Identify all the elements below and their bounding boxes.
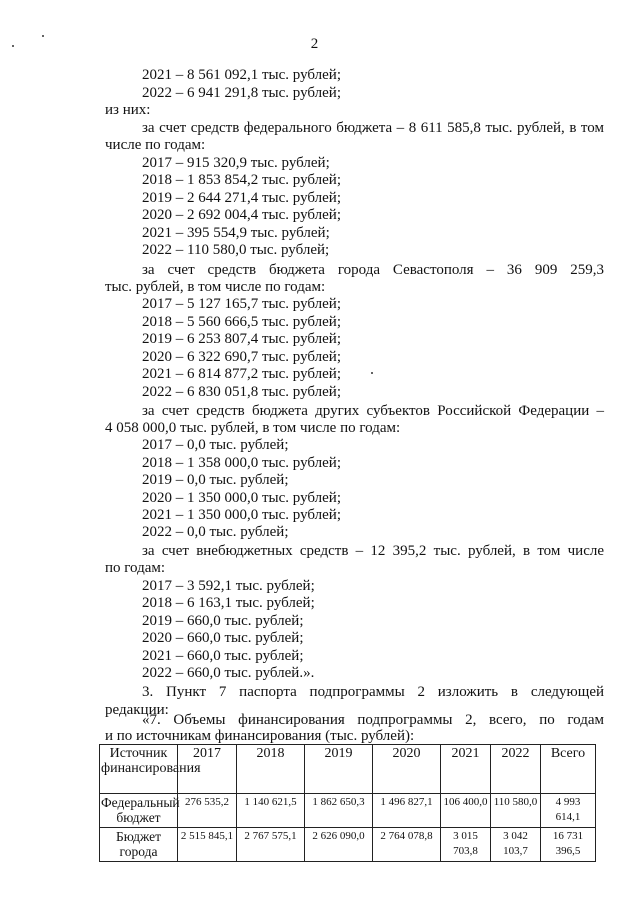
table-cell: 106 400,0: [441, 794, 491, 828]
text-line: 2021 – 6 814 877,2 тыс. рублей;: [142, 366, 341, 382]
table-cell: 3 015 703,8: [441, 828, 491, 862]
text-line: 2019 – 0,0 тыс. рублей;: [142, 472, 289, 488]
text-line: за счет внебюджетных средств – 12 395,2 тыс. рублей, в том числе: [142, 543, 604, 559]
text-line: 2021 – 395 554,9 тыс. рублей;: [142, 225, 330, 241]
text-line: 2017 – 915 320,9 тыс. рублей;: [142, 155, 330, 171]
table-row: [100, 794, 596, 828]
text-line: 2017 – 5 127 165,7 тыс. рублей;: [142, 296, 341, 312]
text-line: тыс. рублей, в том числе по годам:: [105, 279, 326, 295]
text-line: 2022 – 0,0 тыс. рублей;: [142, 524, 289, 540]
text-line: по годам:: [105, 560, 166, 576]
text-line: за счет средств бюджета города Севастополя – 36 909 259,3: [142, 262, 604, 278]
text-line: «7. Объемы финансирования подпрограммы 2, всего, по годам: [142, 712, 604, 728]
table-cell: 110 580,0: [491, 794, 541, 828]
text-line: 2020 – 660,0 тыс. рублей;: [142, 630, 304, 646]
text-line: 2018 – 6 163,1 тыс. рублей;: [142, 595, 315, 611]
funding-table: [99, 744, 596, 862]
text-line: 2021 – 1 350 000,0 тыс. рублей;: [142, 507, 341, 523]
text-line: 2019 – 660,0 тыс. рублей;: [142, 613, 304, 629]
text-line: 2020 – 1 350 000,0 тыс. рублей;: [142, 490, 341, 506]
text-line: 2019 – 2 644 271,4 тыс. рублей;: [142, 190, 341, 206]
text-line: 2020 – 6 322 690,7 тыс. рублей;: [142, 349, 341, 365]
text-line: 2021 – 8 561 092,1 тыс. рублей;: [142, 67, 341, 83]
text-line: 2021 – 660,0 тыс. рублей;: [142, 648, 304, 664]
table-cell: 2 626 090,0: [305, 828, 373, 862]
page-number: 2: [310, 36, 319, 52]
table-row: [100, 828, 596, 862]
table-cell: 3 042 103,7: [491, 828, 541, 862]
text-line: 2018 – 1 853 854,2 тыс. рублей;: [142, 172, 341, 188]
table-cell: 1 496 827,1: [373, 794, 441, 828]
text-line: 2022 – 110 580,0 тыс. рублей;: [142, 242, 330, 258]
text-line: 4 058 000,0 тыс. рублей, в том числе по годам:: [105, 420, 401, 436]
text-line: числе по годам:: [105, 137, 206, 153]
text-line: за счет средств федерального бюджета – 8 611 585,8 тыс. рублей, в том: [142, 120, 604, 136]
table-cell: 1 140 621,5: [237, 794, 305, 828]
table-cell: 1 862 650,3: [305, 794, 373, 828]
table-cell: Федеральный бюджет: [100, 794, 178, 828]
table-cell: 276 535,2: [178, 794, 237, 828]
text-line: 2018 – 5 560 666,5 тыс. рублей;: [142, 314, 341, 330]
text-line: редакции:: [105, 702, 169, 718]
table-header-row: [100, 745, 596, 794]
scan-speck: [371, 372, 373, 374]
table-cell: Бюджет города: [100, 828, 178, 862]
text-line: из них:: [105, 102, 151, 118]
scan-speck: [42, 35, 44, 37]
header-cell: 2021: [441, 745, 491, 794]
header-cell: 2020: [373, 745, 441, 794]
table-cell: 16 731 396,5: [541, 828, 596, 862]
table-cell: 4 993 614,1: [541, 794, 596, 828]
text-line: 2018 – 1 358 000,0 тыс. рублей;: [142, 455, 341, 471]
scan-speck: [12, 45, 14, 47]
text-line: 2020 – 2 692 004,4 тыс. рублей;: [142, 207, 341, 223]
text-line: 2022 – 6 941 291,8 тыс. рублей;: [142, 85, 341, 101]
text-line: 2019 – 6 253 807,4 тыс. рублей;: [142, 331, 341, 347]
text-line: за счет средств бюджета других субъектов Российской Федерации –: [142, 403, 604, 419]
table-cell: 2 767 575,1: [237, 828, 305, 862]
text-line: 2022 – 660,0 тыс. рублей.».: [142, 665, 315, 681]
header-cell: 2019: [305, 745, 373, 794]
header-cell: 2022: [491, 745, 541, 794]
text-line: 2017 – 0,0 тыс. рублей;: [142, 437, 289, 453]
text-line: 2022 – 6 830 051,8 тыс. рублей;: [142, 384, 341, 400]
header-cell: Источник финансирования: [100, 745, 178, 794]
header-cell: 2018: [237, 745, 305, 794]
text-line: и по источникам финансирования (тыс. рублей):: [105, 728, 415, 744]
table-cell: 2 515 845,1: [178, 828, 237, 862]
header-cell: Всего: [541, 745, 596, 794]
text-line: 3. Пункт 7 паспорта подпрограммы 2 изложить в следующей: [142, 684, 604, 700]
text-line: 2017 – 3 592,1 тыс. рублей;: [142, 578, 315, 594]
table-cell: 2 764 078,8: [373, 828, 441, 862]
header-cell: 2017: [178, 745, 237, 794]
